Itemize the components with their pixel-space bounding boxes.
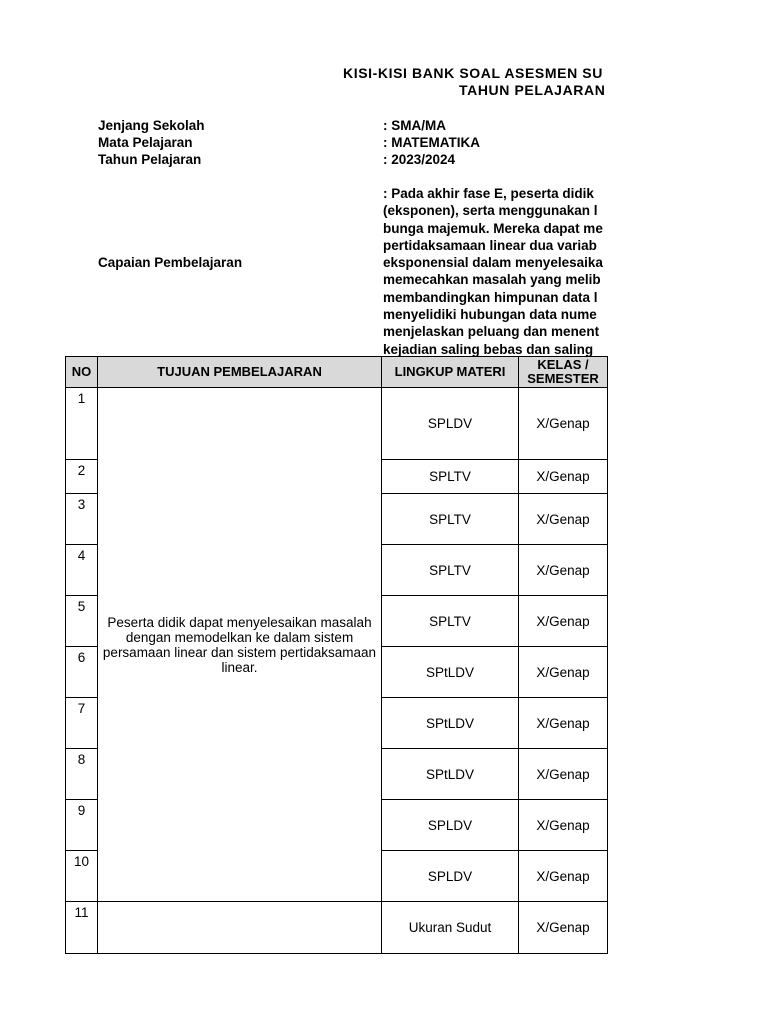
capaian-line: : Pada akhir fase E, peserta didik [383, 186, 594, 201]
meta-label-mapel: Mata Pelajaran [98, 135, 193, 150]
row-no: 7 [66, 698, 98, 749]
capaian-line: bunga majemuk. Mereka dapat me [383, 220, 603, 236]
row-no: 1 [66, 388, 98, 460]
row-kelas: X/Genap [519, 494, 608, 545]
row-lingkup: SPLTV [382, 494, 519, 545]
row-no: 4 [66, 545, 98, 596]
capaian-line: kejadian saling bebas dan saling [383, 341, 594, 357]
row-kelas: X/Genap [519, 460, 608, 494]
header-no: NO [66, 357, 98, 388]
row-kelas: X/Genap [519, 749, 608, 800]
row-lingkup: SPtLDV [382, 749, 519, 800]
row-no: 3 [66, 494, 98, 545]
header-kelas-line1: KELAS / [537, 357, 589, 372]
row-lingkup: Ukuran Sudut [382, 902, 519, 954]
row-no: 10 [66, 851, 98, 902]
tujuan-cell [98, 902, 382, 954]
tujuan-cell: Peserta didik dapat menyelesaikan masalah dengan memodelkan ke dalam sistem persamaan linear dan sistem pertidaksamaan linear. [98, 388, 382, 902]
kisi-kisi-table-wrapper [65, 356, 607, 958]
row-no: 6 [66, 647, 98, 698]
row-kelas: X/Genap [519, 596, 608, 647]
meta-label-tahun: Tahun Pelajaran [98, 152, 202, 167]
capaian-line: memecahkan masalah yang melib [383, 272, 601, 288]
meta-value-mapel: : MATEMATIKA [383, 135, 480, 150]
row-lingkup: SPLDV [382, 800, 519, 851]
capaian-line: eksponensial dalam menyelesaika [383, 255, 603, 271]
header-tujuan: TUJUAN PEMBELAJARAN [98, 357, 382, 388]
row-kelas: X/Genap [519, 851, 608, 902]
row-kelas: X/Genap [519, 902, 608, 954]
row-lingkup: SPLTV [382, 596, 519, 647]
capaian-label: Capaian Pembelajaran [98, 255, 243, 270]
header-lingkup: LINGKUP MATERI [382, 357, 519, 388]
table-row [66, 388, 608, 460]
row-no: 11 [66, 902, 98, 954]
document-subtitle: TAHUN PELAJARAN [459, 82, 606, 98]
table-header-row [66, 357, 608, 388]
capaian-line: menyelidiki hubungan data nume [383, 307, 597, 323]
capaian-text [383, 185, 613, 357]
capaian-line: membandingkan himpunan data l [383, 289, 598, 305]
capaian-line: menjelaskan peluang dan menent [383, 324, 600, 340]
header-kelas-line2: SEMESTER [527, 371, 599, 386]
meta-value-tahun: : 2023/2024 [383, 152, 456, 167]
row-no: 2 [66, 460, 98, 494]
row-lingkup: SPLDV [382, 388, 519, 460]
meta-label-jenjang: Jenjang Sekolah [98, 118, 205, 133]
row-lingkup: SPLTV [382, 460, 519, 494]
capaian-line: pertidaksamaan linear dua variab [383, 237, 597, 253]
row-kelas: X/Genap [519, 698, 608, 749]
row-kelas: X/Genap [519, 647, 608, 698]
row-kelas: X/Genap [519, 800, 608, 851]
meta-value-jenjang: : SMA/MA [383, 118, 446, 133]
document-title: KISI-KISI BANK SOAL ASESMEN SU [343, 65, 603, 81]
row-no: 8 [66, 749, 98, 800]
row-lingkup: SPtLDV [382, 647, 519, 698]
row-kelas: X/Genap [519, 545, 608, 596]
row-lingkup: SPLDV [382, 851, 519, 902]
header-kelas [519, 357, 608, 388]
row-lingkup: SPtLDV [382, 698, 519, 749]
row-no: 9 [66, 800, 98, 851]
kisi-kisi-table [65, 356, 608, 954]
table-row [66, 902, 608, 954]
row-kelas: X/Genap [519, 388, 608, 460]
capaian-line: (eksponen), serta menggunakan l [383, 203, 598, 219]
row-no: 5 [66, 596, 98, 647]
row-lingkup: SPLTV [382, 545, 519, 596]
